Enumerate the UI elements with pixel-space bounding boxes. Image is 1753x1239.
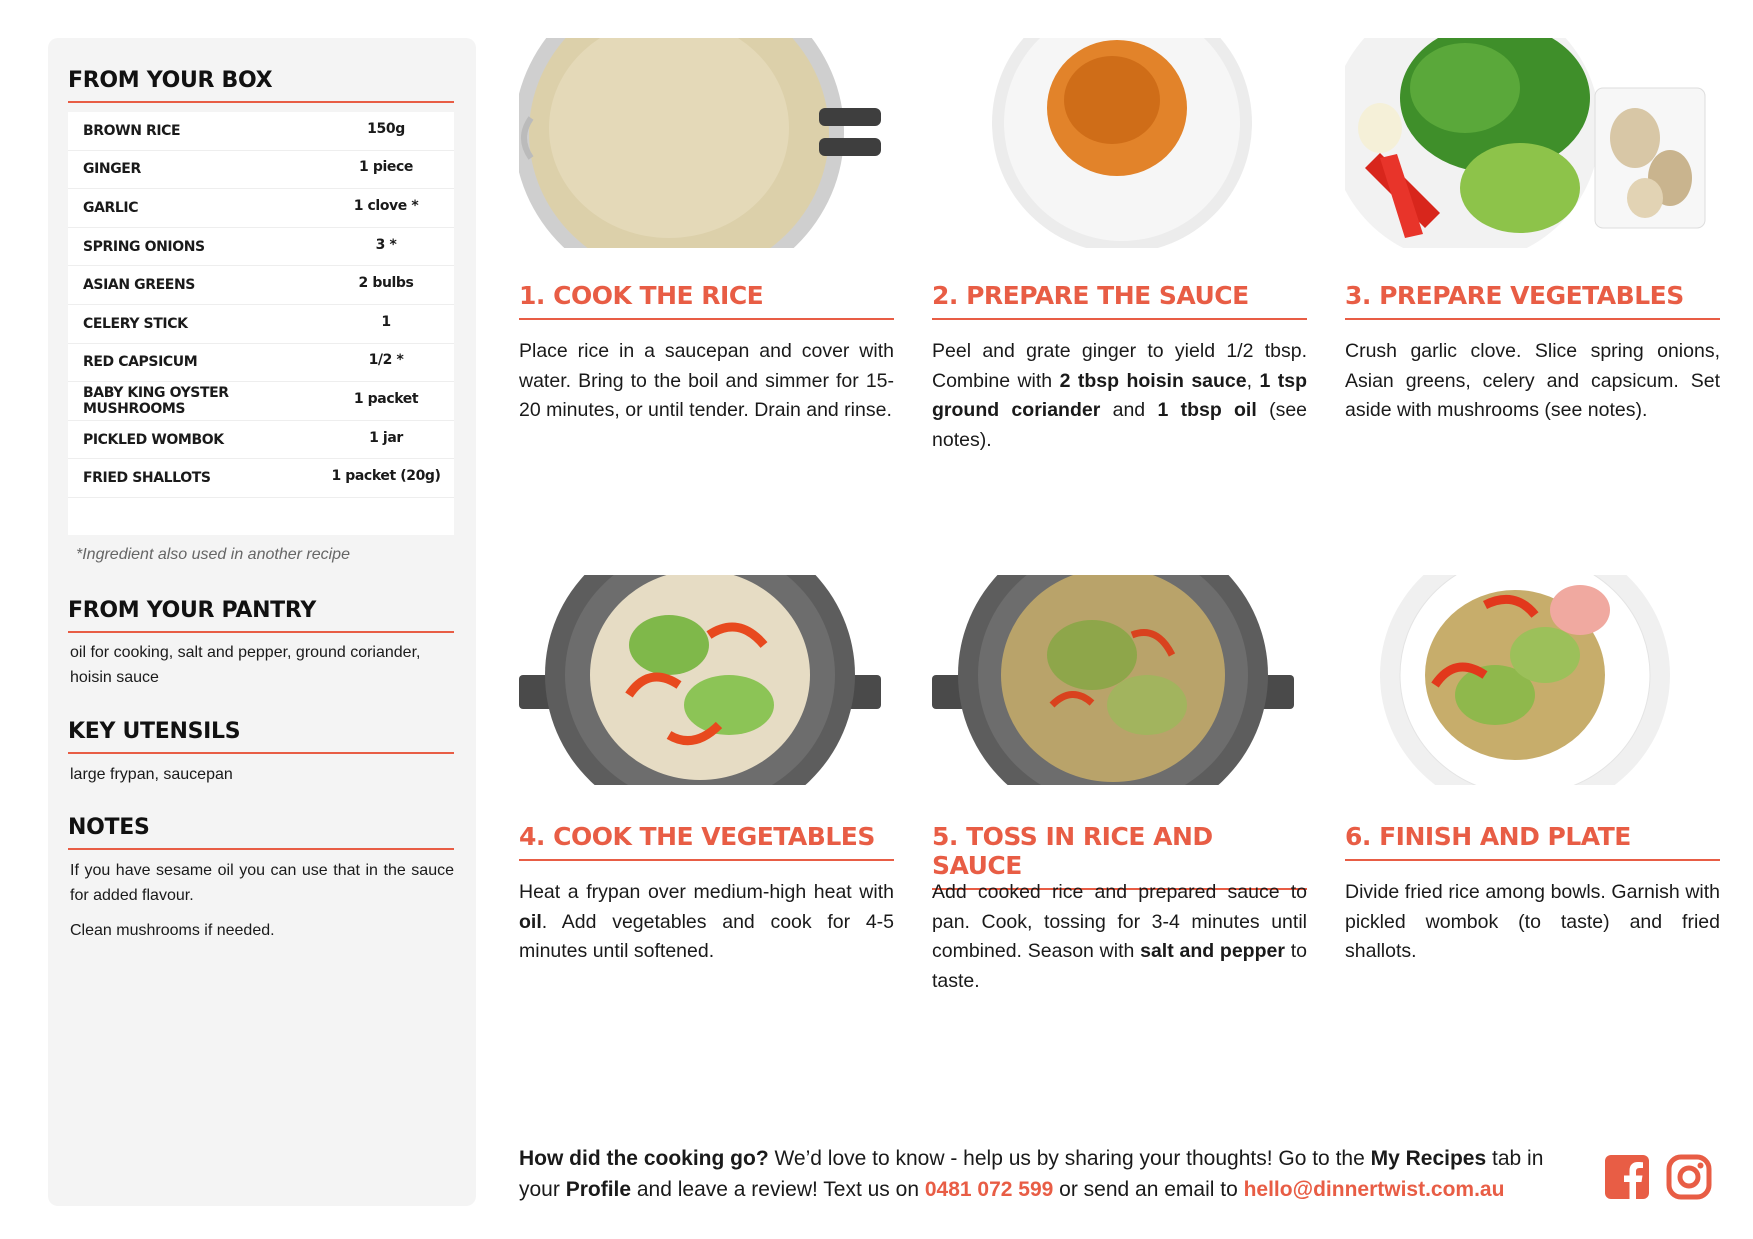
step-title: 3. PREPARE VEGETABLES (1345, 281, 1720, 320)
ingredient-qty: 1 clove * (353, 197, 419, 214)
ingredient-qty: 1 piece (359, 159, 413, 176)
feedback-text: We’d love to know - help us by sharing your thoughts! Go to the (768, 1147, 1371, 1170)
ingredient-name: RED CAPSICUM (83, 354, 198, 371)
step-text-segment: . Add vegetables and cook for 4-5 minutes until softened. (519, 910, 894, 962)
profile-link-text: Profile (565, 1178, 632, 1201)
ingredient-name: FRIED SHALLOTS (83, 470, 211, 487)
step-title: 1. COOK THE RICE (519, 281, 894, 320)
table-row (68, 112, 454, 151)
step-text-segment: Crush garlic clove. Slice spring onions, Asian greens, celery and capsicum. Set aside with mushrooms (see notes). (1345, 340, 1720, 421)
vegetables-in-frypan-photo (519, 575, 881, 785)
instagram-icon[interactable] (1665, 1153, 1713, 1201)
ingredient-qty: 1 jar (369, 429, 403, 446)
step-1-text (519, 337, 894, 426)
ingredient-qty: 1 (381, 313, 391, 330)
box-heading: FROM YOUR BOX (68, 68, 454, 103)
step-text-segment: , (1246, 369, 1260, 392)
ingredient-qty: 150g (367, 120, 405, 137)
ingredient-qty: 1/2 * (368, 352, 404, 369)
step-text-bold: salt and pepper (1140, 940, 1285, 962)
plated-fried-rice-photo (1345, 575, 1707, 785)
ingredient-name: GINGER (83, 161, 141, 178)
note-item: Clean mushrooms if needed. (70, 922, 275, 939)
step-2-text (932, 337, 1307, 455)
table-row (68, 344, 454, 383)
my-recipes-link-text: My Recipes (1370, 1147, 1487, 1170)
table-row (68, 305, 454, 344)
ingredient-qty: 2 bulbs (358, 275, 414, 292)
ingredient-name: SPRING ONIONS (83, 238, 205, 255)
step-title: 6. FINISH AND PLATE (1345, 822, 1720, 861)
table-row (68, 151, 454, 190)
table-row (68, 189, 454, 228)
step-text-segment: Divide fried rice among bowls. Garnish with pickled wombok (to taste) and fried shallots. (1345, 881, 1720, 962)
step-text-bold: 1 tsp ground coriander (932, 369, 1307, 421)
step-5-text (932, 878, 1307, 996)
ingredient-name: CELERY STICK (83, 315, 188, 332)
table-row (68, 228, 454, 267)
ingredient-name: BROWN RICE (83, 122, 181, 139)
facebook-icon[interactable] (1603, 1153, 1651, 1201)
ingredient-name: BABY KING OYSTER MUSHROOMS (83, 384, 229, 417)
utensils-text: large frypan, saucepan (70, 766, 233, 783)
step-text-segment: Add cooked rice and prepared sauce to pan. Cook, tossing for 3-4 minutes until combined. Season with (932, 881, 1307, 962)
email-link[interactable]: hello@dinnertwist.com.au (1243, 1178, 1505, 1201)
fried-rice-in-frypan-photo (932, 575, 1294, 785)
ingredients-sidebar (48, 38, 476, 1206)
pantry-heading: FROM YOUR PANTRY (68, 598, 454, 633)
table-row (68, 459, 454, 498)
step-text-bold: oil (519, 910, 542, 933)
ingredient-qty: 1 packet (20g) (331, 468, 441, 485)
ingredient-name: GARLIC (83, 199, 139, 216)
box-footnote: *Ingredient also used in another recipe (76, 546, 350, 563)
step-text-segment: Place rice in a saucepan and cover with water. Bring to the boil and simmer for 15-20 minutes, or until tender. Drain and rinse. (519, 340, 894, 421)
pantry-text: oil for cooking, salt and pepper, ground coriander, hoisin sauce (70, 644, 421, 686)
phone-number-link[interactable]: 0481 072 599 (924, 1178, 1054, 1201)
notes-heading: NOTES (68, 815, 454, 850)
step-text-segment: to taste. (932, 940, 1307, 992)
feedback-question: How did the cooking go? (519, 1147, 769, 1170)
step-3-text (1345, 337, 1720, 426)
table-row (68, 266, 454, 305)
step-text-segment: and (1100, 399, 1158, 421)
table-row (68, 382, 454, 421)
table-row (68, 421, 454, 460)
sauce-bowl-photo (932, 38, 1294, 248)
step-text-segment: Heat a frypan over medium-high heat with (519, 881, 894, 903)
ingredient-name: PICKLED WOMBOK (83, 431, 224, 448)
step-text-segment: Peel and grate ginger to yield 1/2 tbsp. Combine with (932, 340, 1307, 392)
ingredient-qty: 1 packet (353, 390, 419, 407)
feedback-text: and leave a review! Text us on (631, 1178, 925, 1201)
feedback-message (519, 1143, 1579, 1205)
ingredient-qty: 3 * (375, 236, 397, 253)
step-text-bold: 2 tbsp hoisin sauce (1059, 369, 1247, 392)
box-ingredients-table (68, 112, 454, 535)
step-text-bold: 1 tbsp oil (1157, 399, 1257, 421)
note-item: If you have sesame oil you can use that in the sauce for added flavour. (70, 862, 454, 904)
ingredient-name: ASIAN GREENS (83, 277, 195, 294)
notes-list (70, 858, 454, 953)
step-title: 2. PREPARE THE SAUCE (932, 281, 1307, 320)
feedback-text: tab in your (519, 1147, 1544, 1201)
rice-in-saucepan-photo (519, 38, 881, 248)
chopped-vegetables-photo (1345, 38, 1707, 248)
step-6-text (1345, 878, 1720, 967)
step-title: 5. TOSS IN RICE AND SAUCE (932, 822, 1307, 890)
step-text-segment: (see notes). (932, 399, 1308, 451)
step-4-text (519, 878, 894, 967)
utensils-heading: KEY UTENSILS (68, 719, 454, 754)
feedback-text: or send an email to (1053, 1178, 1244, 1201)
step-title: 4. COOK THE VEGETABLES (519, 822, 894, 861)
